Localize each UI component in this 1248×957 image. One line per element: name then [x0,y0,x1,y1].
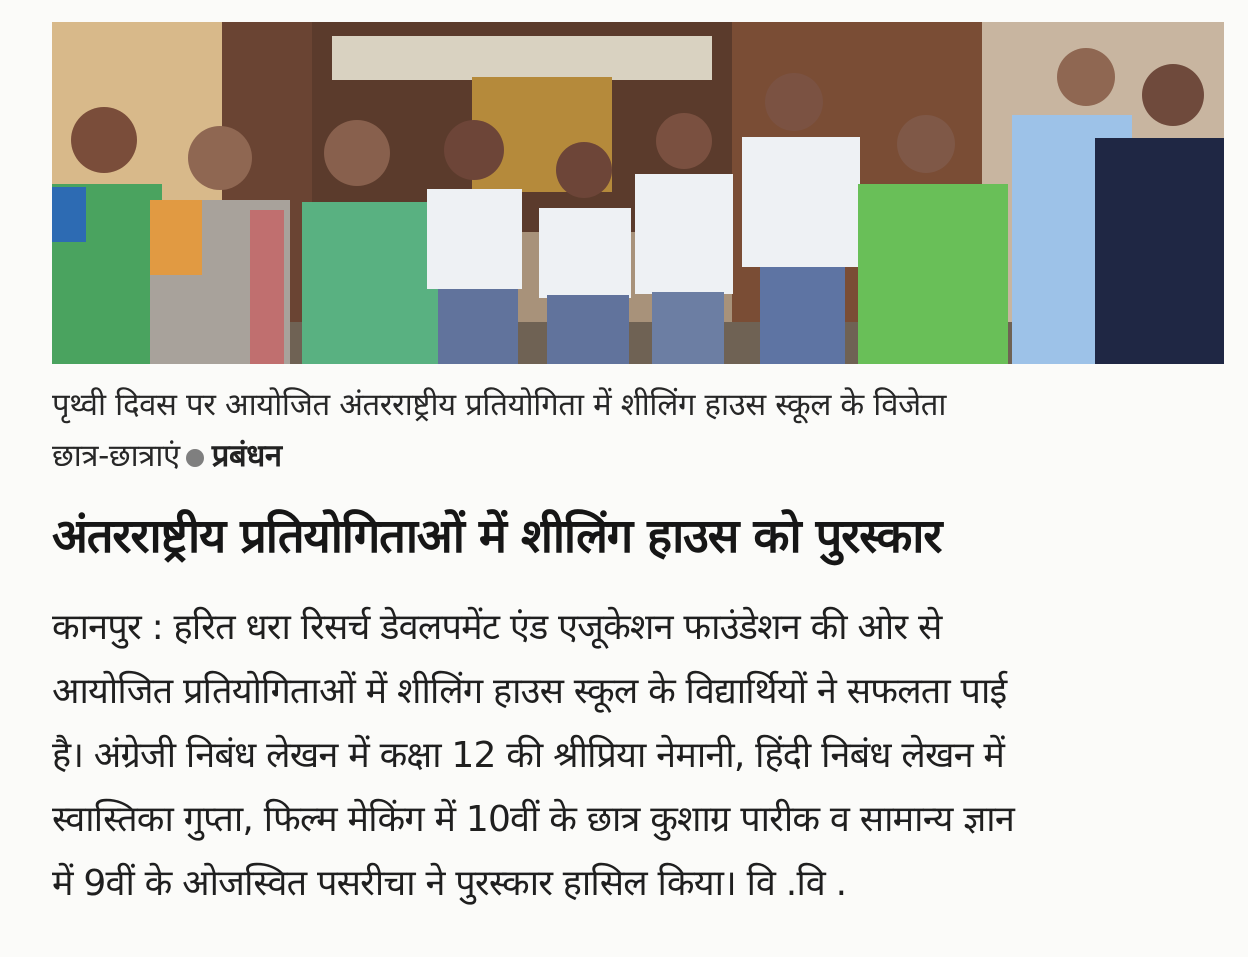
group-photo-illustration [52,22,1224,364]
caption-line-2 [52,431,1227,482]
article-line-2: आयोजित प्रतियोगिताओं में शीलिंग हाउस स्कूल के विद्यार्थियों ने सफलता पाई [52,671,1007,712]
article-line-5: में 9वीं के ओजस्वित पसरीचा ने पुरस्कार हासिल किया। वि .वि . [52,863,847,904]
caption-line-2-text: छात्र-छात्राएं [52,438,180,474]
caption-line-1: पृथ्वी दिवस पर आयोजित अंतरराष्ट्रीय प्रतियोगिता में शीलिंग हाउस स्कूल के विजेता [52,387,947,423]
headline: अंतरराष्ट्रीय प्रतियोगिताओं में शीलिंग हाउस को पुरस्कार [52,509,942,564]
article-line-4: स्वास्तिका गुप्ता, फिल्म मेकिंग में 10वीं के छात्र कुशाग्र पारीक व सामान्य ज्ञान [52,799,1015,840]
group-photo [52,22,1224,364]
article-body [52,596,1227,916]
credit-dot-icon [186,449,204,467]
article-line-3: है। अंग्रेजी निबंध लेखन में कक्षा 12 की श्रीप्रिया नेमानी, हिंदी निबंध लेखन में [52,735,1005,776]
photo-credit: प्रबंधन [211,438,282,474]
article-line-1: कानपुर : हरित धरा रिसर्च डेवलपमेंट एंड एजूकेशन फाउंडेशन की ओर से [52,607,942,648]
photo-caption [52,380,1227,482]
